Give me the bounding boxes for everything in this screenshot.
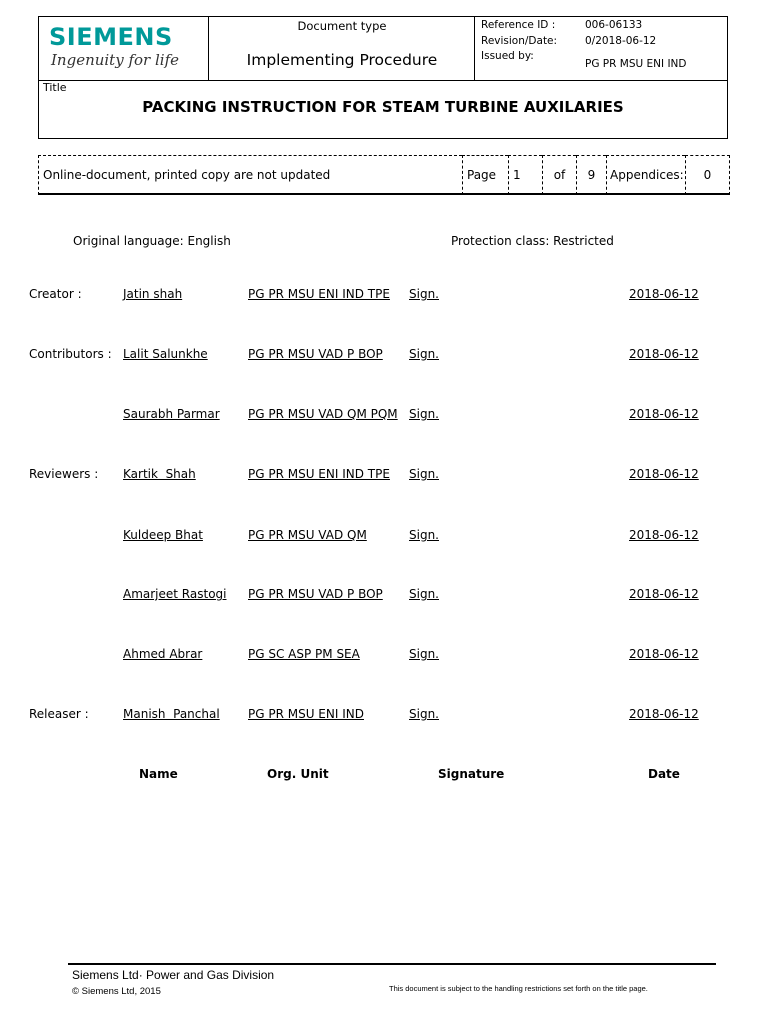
sign-date: 2018-06-12 — [629, 347, 699, 361]
of-label: of — [553, 168, 566, 182]
signature-field: Sign. — [409, 587, 439, 601]
doctype-label: Document type — [297, 19, 387, 33]
title-label: Title — [43, 81, 67, 94]
signature-field: Sign. — [409, 287, 439, 301]
footer-copyright: © Siemens Ltd, 2015 — [72, 986, 161, 997]
org-unit: PG PR MSU ENI IND — [248, 707, 364, 721]
total-pages-cell — [576, 155, 606, 195]
revision-label: Revision/Date: — [481, 35, 558, 47]
signature-field: Sign. — [409, 647, 439, 661]
signature-field: Sign. — [409, 407, 439, 421]
sign-date: 2018-06-12 — [629, 287, 699, 301]
footer-note: This document is subject to the handling restrictions set forth on the title page. — [389, 984, 648, 993]
role-label: Creator : — [29, 287, 82, 301]
org-unit: PG PR MSU VAD QM — [248, 528, 367, 542]
person-name: Kartik Shah — [123, 467, 196, 481]
person-name: Manish Panchal — [123, 707, 220, 721]
protection-class: Protection class: Restricted — [451, 234, 614, 248]
person-name: Kuldeep Bhat — [123, 528, 203, 542]
appendices-value: 0 — [703, 168, 712, 182]
appendices-label-cell — [606, 155, 685, 195]
page-label: Page — [467, 168, 497, 182]
sign-date: 2018-06-12 — [629, 587, 699, 601]
reference-id-label: Reference ID : — [481, 19, 556, 31]
column-header-name: Name — [139, 767, 178, 781]
column-header-org: Org. Unit — [267, 767, 329, 781]
revision-value: 0/2018-06-12 — [585, 35, 657, 47]
footer-company: Siemens Ltd· Power and Gas Division — [72, 968, 275, 982]
doctype-cell — [209, 17, 475, 80]
of-label-cell — [542, 155, 576, 195]
person-name: Saurabh Parmar — [123, 407, 220, 421]
appendices-label: Appendices: — [610, 168, 684, 182]
org-unit: PG PR MSU VAD QM PQM — [248, 407, 398, 421]
person-name: Jatin shah — [123, 287, 183, 301]
org-unit: PG PR MSU VAD P BOP — [248, 347, 383, 361]
appendices-value-cell — [685, 155, 730, 195]
issued-by-value: PG PR MSU ENI IND — [585, 58, 687, 70]
page-number: 1 — [513, 168, 521, 182]
signature-field: Sign. — [409, 467, 439, 481]
person-name: Ahmed Abrar — [123, 647, 203, 661]
org-unit: PG PR MSU VAD P BOP — [248, 587, 383, 601]
column-header-signature: Signature — [438, 767, 505, 781]
doctype-value: Implementing Procedure — [246, 51, 438, 69]
role-label: Reviewers : — [29, 467, 99, 481]
org-unit: PG PR MSU ENI IND TPE — [248, 287, 390, 301]
org-unit: PG SC ASP PM SEA — [248, 647, 360, 661]
role-label: Contributors : — [29, 347, 112, 361]
sign-date: 2018-06-12 — [629, 647, 699, 661]
person-name: Amarjeet Rastogi — [123, 587, 227, 601]
sign-date: 2018-06-12 — [629, 467, 699, 481]
logo-cell — [39, 17, 209, 80]
siemens-logo: SIEMENS — [49, 23, 173, 51]
sign-date: 2018-06-12 — [629, 707, 699, 721]
column-header-date: Date — [648, 767, 680, 781]
issued-by-label: Issued by: — [481, 50, 534, 62]
original-language: Original language: English — [73, 234, 231, 248]
footer-divider — [68, 963, 716, 965]
page-label-cell — [462, 155, 508, 195]
signature-field: Sign. — [409, 528, 439, 542]
status-bar — [38, 155, 730, 195]
org-unit: PG PR MSU ENI IND TPE — [248, 467, 390, 481]
signature-field: Sign. — [409, 347, 439, 361]
sign-date: 2018-06-12 — [629, 407, 699, 421]
person-name: Lalit Salunkhe — [123, 347, 208, 361]
reference-cell — [475, 17, 727, 80]
role-label: Releaser : — [29, 707, 89, 721]
page-number-cell — [508, 155, 542, 195]
siemens-tagline: Ingenuity for life — [51, 51, 179, 69]
online-notice — [38, 155, 462, 195]
sign-date: 2018-06-12 — [629, 528, 699, 542]
document-header — [38, 16, 728, 139]
signature-field: Sign. — [409, 707, 439, 721]
header-divider — [39, 80, 727, 81]
reference-id-value: 006-06133 — [585, 19, 643, 31]
online-notice-text: Online-document, printed copy are not updated — [43, 168, 331, 182]
document-title: PACKING INSTRUCTION FOR STEAM TURBINE AUXILARIES — [142, 98, 624, 116]
total-pages: 9 — [587, 168, 596, 182]
